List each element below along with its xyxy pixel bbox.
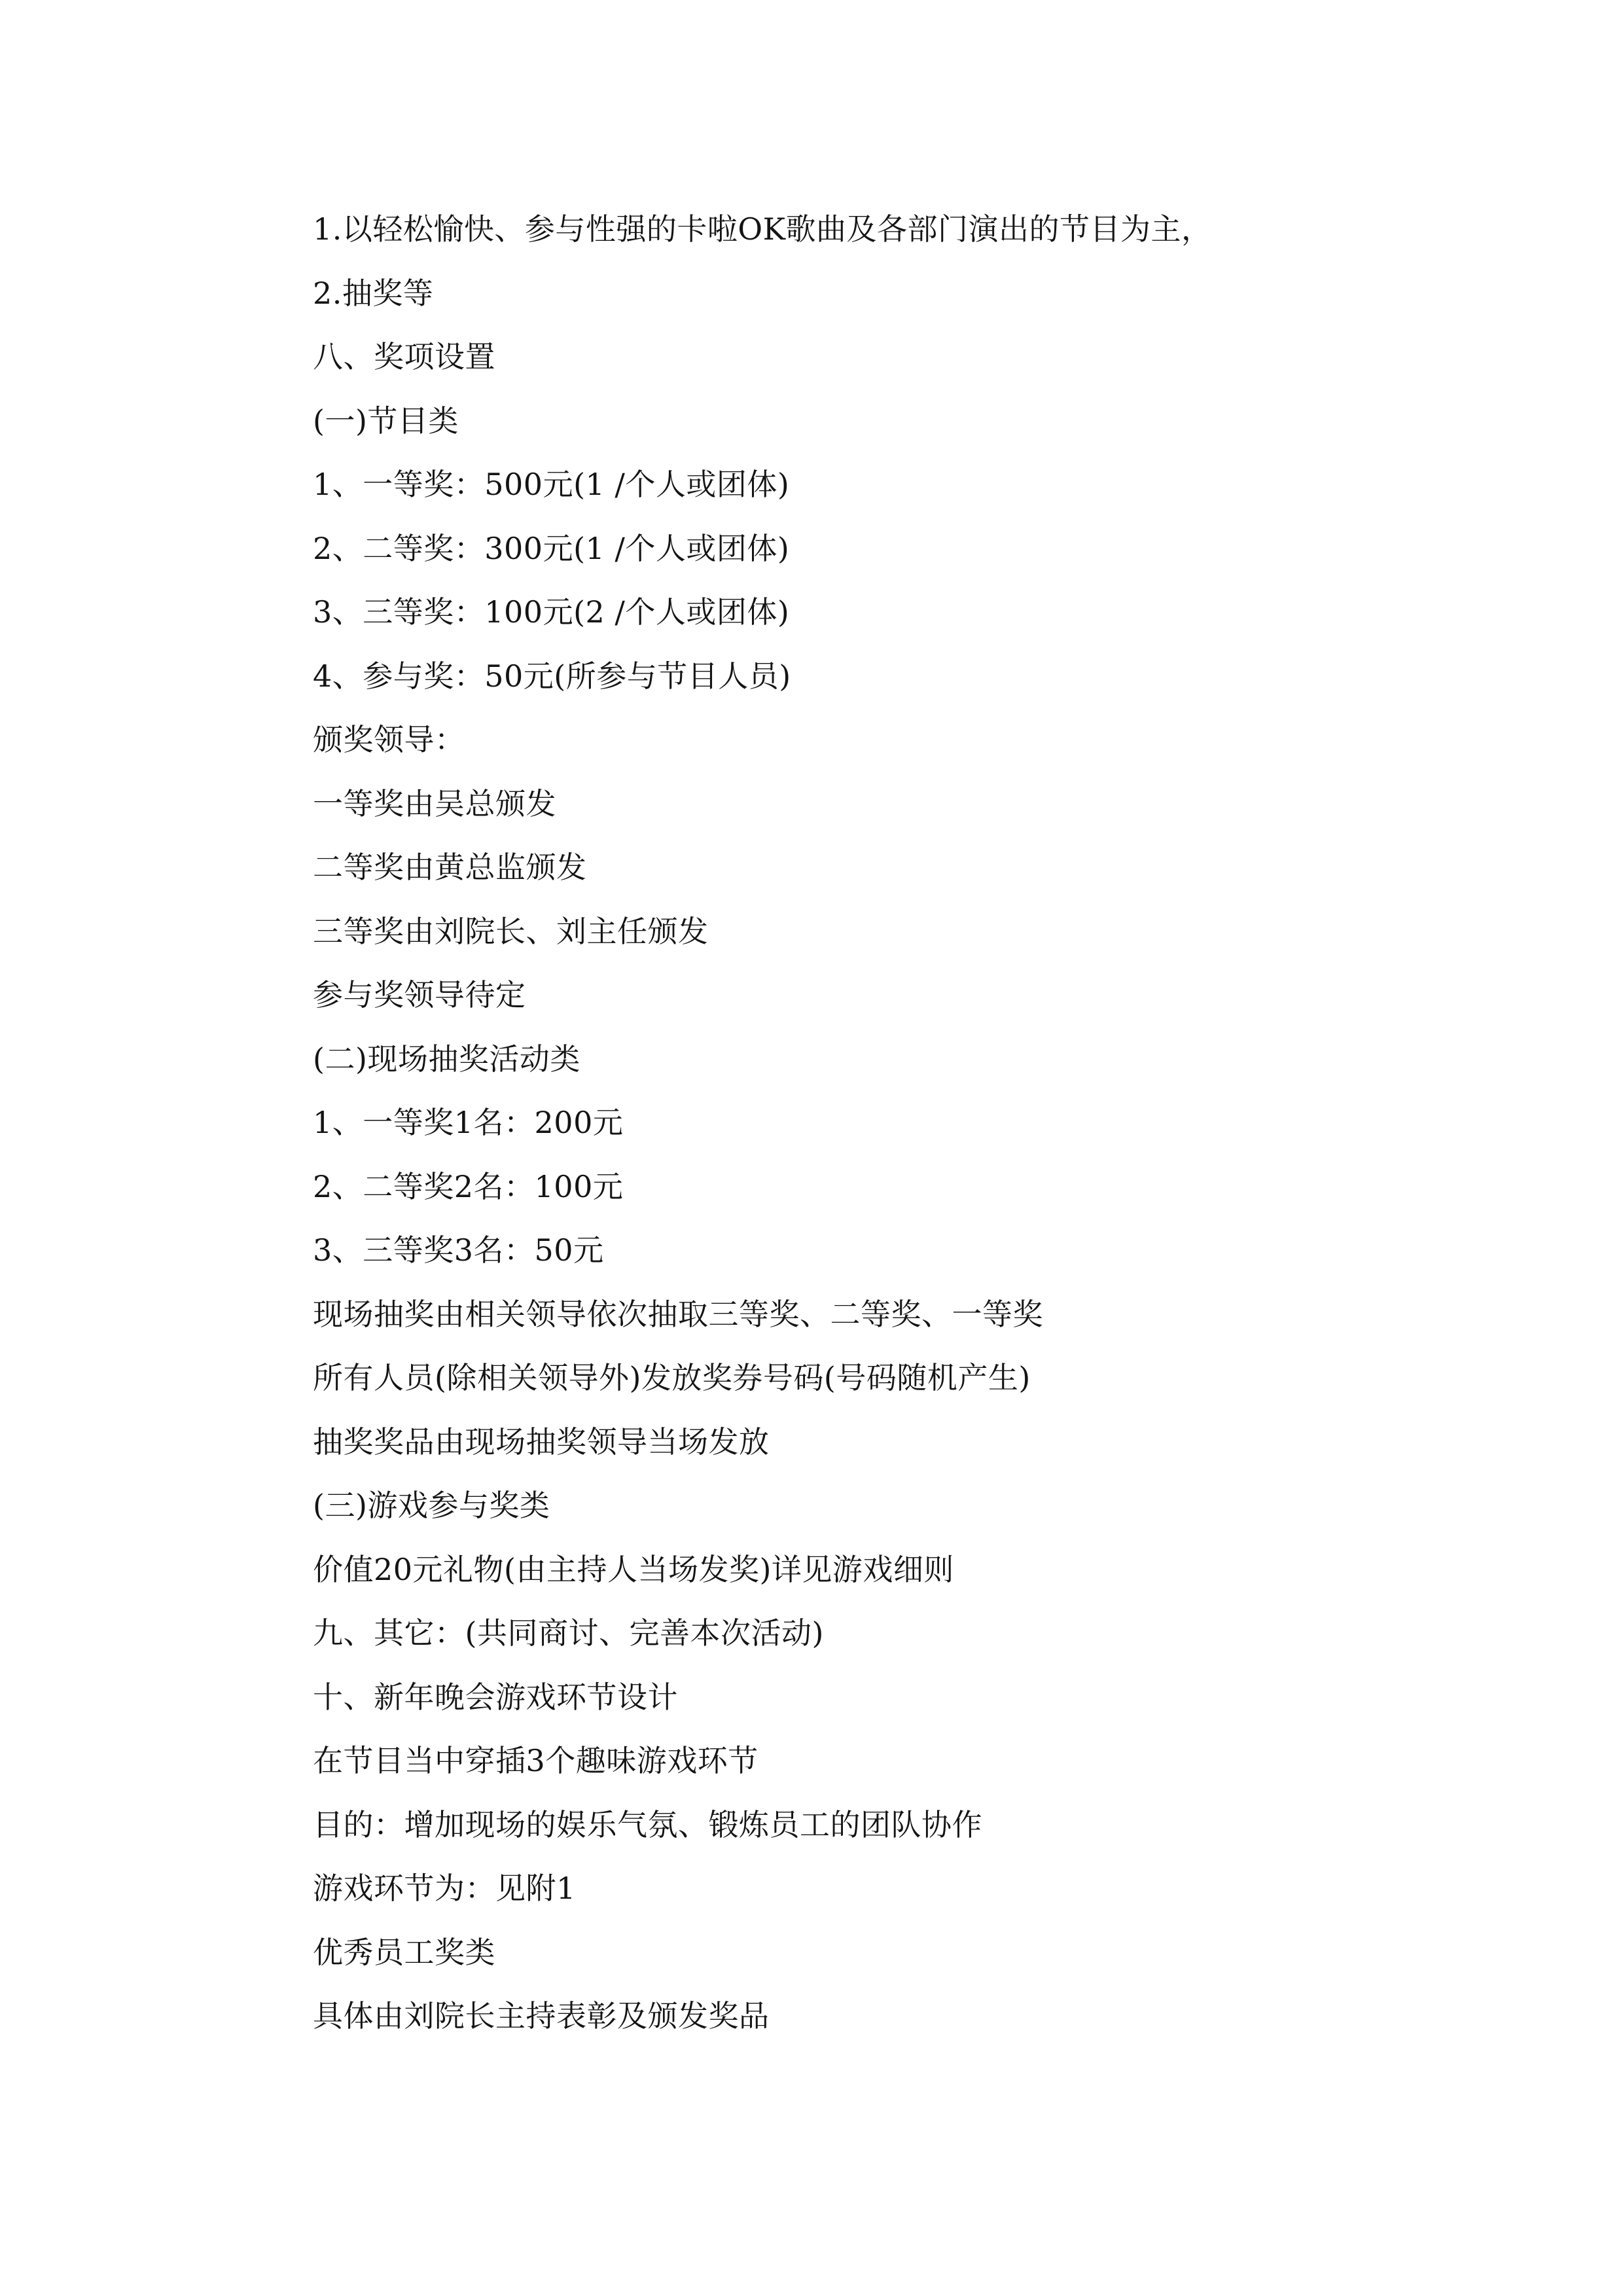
text-line: 优秀员工奖类	[313, 1934, 495, 1970]
section-heading: 八、奖项设置	[313, 339, 495, 374]
text-line: 3、三等奖：100元(2 /个人或团体)	[313, 594, 790, 630]
text-line: 2.抽奖等	[313, 275, 434, 311]
section-heading: 十、新年晚会游戏环节设计	[313, 1679, 678, 1715]
text-line: 1、一等奖1名：200元	[313, 1105, 624, 1140]
text-line: 颁奖领导：	[313, 722, 465, 757]
text-line: 游戏环节为：见附1	[313, 1871, 576, 1906]
text-line: 3、三等奖3名：50元	[313, 1232, 604, 1268]
text-line: 目的：增加现场的娱乐气氛、锻炼员工的团队协作	[313, 1806, 982, 1842]
text-line: 二等奖由黄总监颁发	[313, 850, 587, 885]
text-line: 所有人员(除相关领导外)发放奖券号码(号码随机产生)	[313, 1360, 1031, 1395]
document-body	[313, 208, 1425, 2059]
subsection-heading: (一)节目类	[313, 403, 459, 439]
text-line: 现场抽奖由相关领导依次抽取三等奖、二等奖、一等奖	[313, 1296, 1043, 1332]
text-line: 参与奖领导待定	[313, 977, 526, 1013]
text-line: 2、二等奖：300元(1 /个人或团体)	[313, 530, 790, 566]
text-line: 一等奖由吴总颁发	[313, 785, 556, 821]
text-line: 在节目当中穿插3个趣味游戏环节	[313, 1743, 758, 1778]
text-line: 抽奖奖品由现场抽奖领导当场发放	[313, 1424, 770, 1460]
text-line: 4、参与奖：50元(所参与节目人员)	[313, 658, 791, 694]
text-line: 具体由刘院长主持表彰及颁发奖品	[313, 1998, 770, 2034]
text-line: 2、二等奖2名：100元	[313, 1168, 624, 1204]
subsection-heading: (三)游戏参与奖类	[313, 1488, 550, 1523]
subsection-heading: (二)现场抽奖活动类	[313, 1041, 580, 1077]
text-line: 1、一等奖：500元(1 /个人或团体)	[313, 467, 790, 502]
text-line: 三等奖由刘院长、刘主任颁发	[313, 913, 709, 949]
text-line: 1.以轻松愉快、参与性强的卡啦OK歌曲及各部门演出的节目为主，	[313, 211, 1212, 247]
text-line: 价值20元礼物(由主持人当场发奖)详见游戏细则	[313, 1551, 954, 1587]
section-heading: 九、其它：(共同商讨、完善本次活动)	[313, 1615, 824, 1651]
